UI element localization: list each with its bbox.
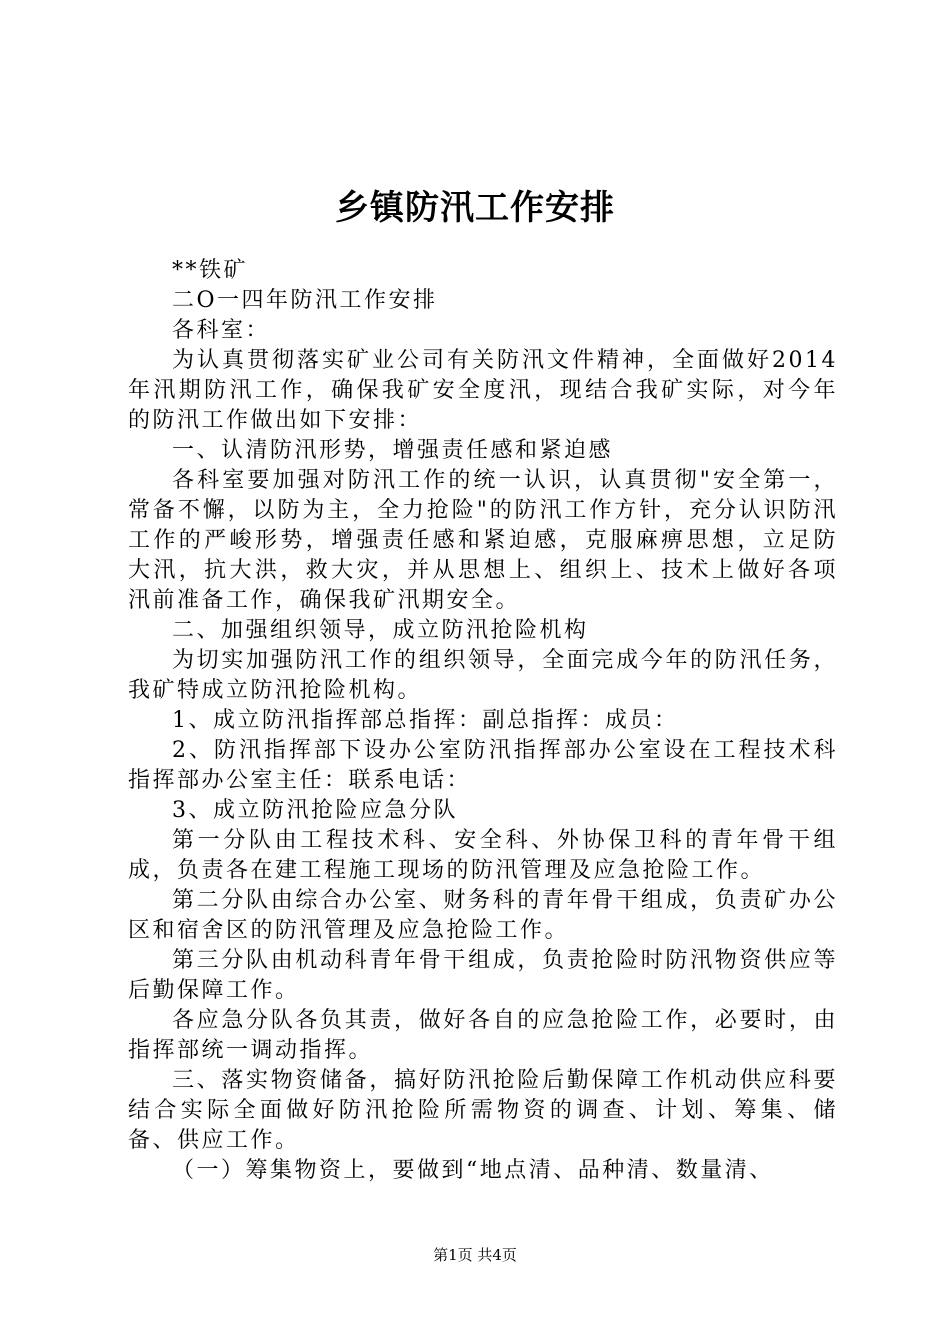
paragraph-item-1: 1、成立防汛指挥部总指挥：副总指挥：成员：: [172, 708, 679, 733]
paragraph-team-3: 第三分队由机动科青年骨干组成，负责抢险时防汛物资供应等后勤保障工作。: [128, 948, 838, 1003]
paragraph-subtitle: 二O一四年防汛工作安排: [172, 288, 438, 313]
paragraph-team-1: 第一分队由工程技术科、安全科、外协保卫科的青年骨干组成，负责各在建工程施工现场的防汛管理及应急抢险工作。: [128, 828, 838, 883]
paragraph-heading-1: 一、认清防汛形势，增强责任感和紧迫感: [172, 438, 614, 463]
paragraph-section-1: 各科室要加强对防汛工作的统一认识，认真贯彻"安全第一，常备不懈，以防为主，全力抢险"的防汛工作方针，充分认识防汛工作的严峻形势，增强责任感和紧迫感，克服麻痹思想，立足防大汛，抗大洪，救大灾，并从思想上、组织上、技术上做好各项汛前准备工作，确保我矿汛期安全。: [128, 468, 838, 613]
paragraph-team-2: 第二分队由综合办公室、财务科的青年骨干组成，负责矿办公区和宿舍区的防汛管理及应急抢险工作。: [128, 888, 838, 943]
paragraph-intro: 为认真贯彻落实矿业公司有关防汛文件精神，全面做好2014年汛期防汛工作，确保我矿安全度汛，现结合我矿实际，对今年的防汛工作做出如下安排：: [128, 348, 838, 433]
paragraph-heading-3: 三、落实物资储备，搞好防汛抢险后勤保障工作机动供应科要结合实际全面做好防汛抢险所需物资的调查、计划、筹集、储备、供应工作。: [128, 1068, 838, 1153]
page-footer: 第1页 共4页: [433, 1246, 517, 1264]
paragraph-salutation: 各科室：: [172, 318, 271, 343]
paragraph-org: **铁矿: [172, 258, 249, 283]
paragraph-item-3: 3、成立防汛抢险应急分队: [172, 798, 458, 823]
document-body: [128, 256, 838, 1186]
paragraph-item-2: 2、防汛指挥部下设办公室防汛指挥部办公室设在工程技术科指挥部办公室主任：联系电话：: [128, 738, 838, 793]
paragraph-section-2: 为切实加强防汛工作的组织领导，全面完成今年的防汛任务，我矿特成立防汛抢险机构。: [128, 648, 838, 703]
paragraph-teams-duty: 各应急分队各负其责，做好各自的应急抢险工作，必要时，由指挥部统一调动指挥。: [128, 1008, 838, 1063]
paragraph-heading-2: 二、加强组织领导，成立防汛抢险机构: [172, 618, 589, 643]
paragraph-subsection-1: （一）筹集物资上，要做到“地点清、品种清、数量清、: [172, 1158, 774, 1183]
document-title: 乡镇防汛工作安排: [335, 188, 615, 228]
